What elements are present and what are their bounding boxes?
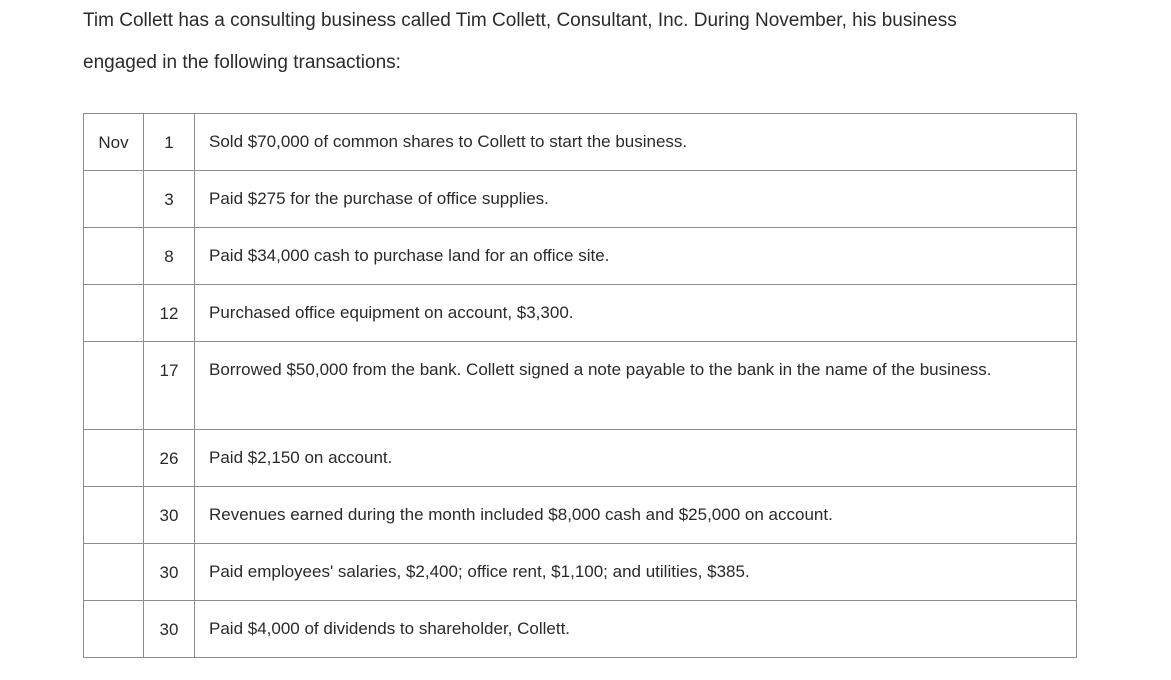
intro-paragraph (83, 0, 1083, 84)
month-cell (84, 228, 144, 285)
description-text: Paid $34,000 cash to purchase land for an office site. (209, 246, 610, 265)
description-text: Paid employees' salaries, $2,400; office rent, $1,100; and utilities, $385. (209, 562, 750, 581)
description-cell (195, 171, 1077, 228)
description-text: Paid $275 for the purchase of office supplies. (209, 189, 549, 208)
month-label: Nov (98, 133, 129, 152)
day-cell (144, 544, 195, 601)
day-cell (144, 430, 195, 487)
description-text: Paid $2,150 on account. (209, 448, 393, 467)
day-cell (144, 285, 195, 342)
intro-line-1: Tim Collett has a consulting business called Tim Collett, Consultant, Inc. During November, his business (83, 10, 957, 31)
day-cell (144, 487, 195, 544)
description-text: Revenues earned during the month included $8,000 cash and $25,000 on account. (209, 505, 833, 524)
month-cell (84, 285, 144, 342)
day-cell (144, 342, 195, 430)
table-row (84, 601, 1077, 658)
month-cell (84, 342, 144, 430)
table-row (84, 171, 1077, 228)
description-cell (195, 601, 1077, 658)
description-cell (195, 342, 1077, 430)
day-label: 8 (164, 247, 174, 266)
day-label: 26 (159, 449, 179, 468)
description-cell (195, 487, 1077, 544)
table-row (84, 487, 1077, 544)
month-cell (84, 601, 144, 658)
month-cell (84, 487, 144, 544)
description-text: Sold $70,000 of common shares to Collett to start the business. (209, 132, 688, 151)
table-row (84, 285, 1077, 342)
transactions-table (83, 113, 1077, 658)
month-cell (84, 430, 144, 487)
description-text: Paid $4,000 of dividends to shareholder, Collett. (209, 619, 571, 638)
day-cell (144, 114, 195, 171)
description-cell (195, 285, 1077, 342)
description-cell (195, 114, 1077, 171)
month-cell (84, 114, 144, 171)
description-text: Borrowed $50,000 from the bank. Collett signed a note payable to the bank in the name of the business. (209, 360, 992, 379)
table-row (84, 114, 1077, 171)
table-row (84, 342, 1077, 430)
intro-line-2: engaged in the following transactions: (83, 52, 401, 73)
day-label: 30 (159, 506, 179, 525)
day-cell (144, 171, 195, 228)
table-row (84, 544, 1077, 601)
table-row (84, 228, 1077, 285)
description-cell (195, 430, 1077, 487)
month-cell (84, 544, 144, 601)
day-label: 3 (164, 190, 174, 209)
month-cell (84, 171, 144, 228)
day-label: 1 (164, 133, 174, 152)
day-label: 30 (159, 620, 179, 639)
day-label: 17 (159, 361, 179, 380)
description-cell (195, 228, 1077, 285)
day-cell (144, 228, 195, 285)
day-label: 12 (159, 304, 179, 323)
description-text: Purchased office equipment on account, $3,300. (209, 303, 574, 322)
day-label: 30 (159, 563, 179, 582)
day-cell (144, 601, 195, 658)
table-row (84, 430, 1077, 487)
description-cell (195, 544, 1077, 601)
